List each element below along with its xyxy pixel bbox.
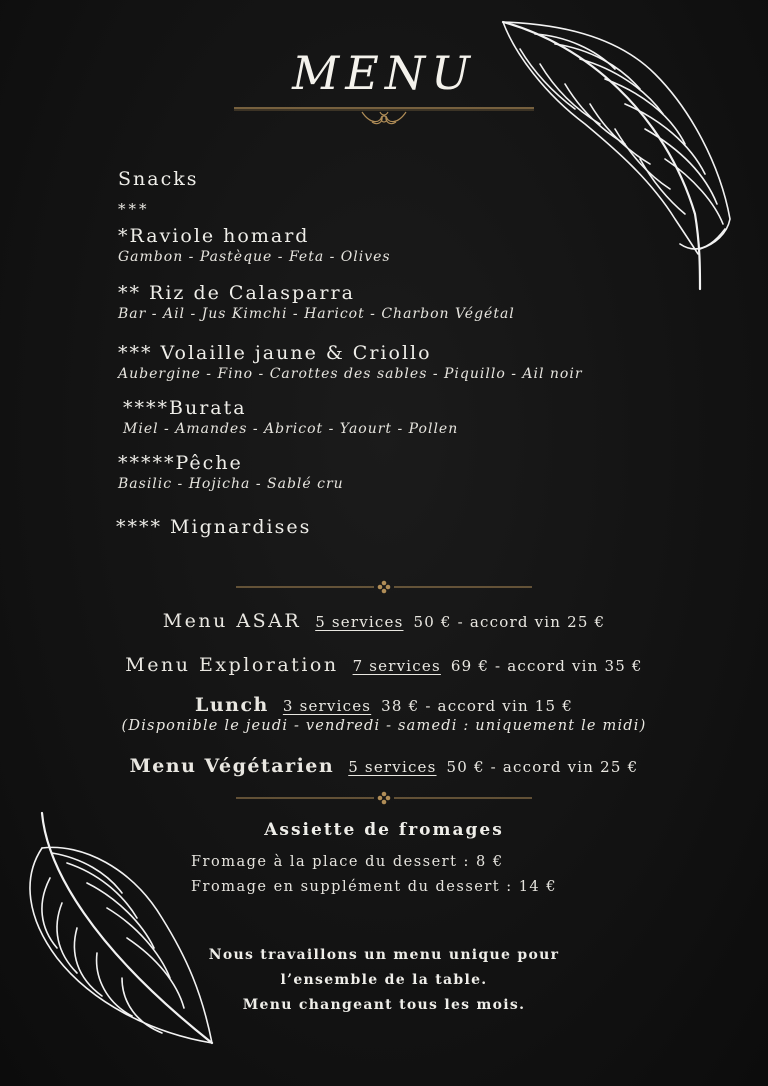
offer-price: 69 € - accord vin 35 € xyxy=(444,657,643,675)
offer-name: Menu ASAR xyxy=(162,610,302,632)
offer-line xyxy=(0,654,768,676)
footer-note xyxy=(0,943,768,1018)
course-name: *** Volaille jaune & Criollo xyxy=(118,342,432,364)
offer-name: Lunch xyxy=(195,694,269,716)
snacks-label: Snacks xyxy=(118,168,199,190)
offer-line xyxy=(0,755,768,777)
flourish-divider-icon xyxy=(236,580,532,594)
course-description: Miel - Amandes - Abricot - Yaourt - Pollen xyxy=(123,421,459,437)
offer-price: 38 € - accord vin 15 € xyxy=(375,697,573,715)
course-item xyxy=(118,342,583,382)
cheese-option: Fromage en supplément du dessert : 14 € xyxy=(191,879,557,895)
offer-services: 7 services xyxy=(352,657,441,675)
footer-note-line: Nous travaillons un menu unique pour xyxy=(208,947,560,963)
cheese-title: Assiette de fromages xyxy=(264,820,504,840)
course-description: Bar - Ail - Jus Kimchi - Haricot - Charbon Végétal xyxy=(118,306,515,322)
footer-note-line: Menu changeant tous les mois. xyxy=(242,997,526,1013)
offer-line xyxy=(0,694,768,716)
offer-services: 5 services xyxy=(348,758,437,776)
course-name: ****Burata xyxy=(123,397,247,419)
course-name: ** Riz de Calasparra xyxy=(118,282,355,304)
offer-price: 50 € - accord vin 25 € xyxy=(407,613,606,631)
course-item xyxy=(123,397,458,437)
snacks-section xyxy=(118,168,199,190)
menu-title: MENU xyxy=(292,46,476,100)
course-description: Aubergine - Fino - Carottes des sables - Piquillo - Ail noir xyxy=(118,366,583,382)
offer-services: 5 services xyxy=(315,613,404,631)
mignardises-label: **** Mignardises xyxy=(116,516,312,538)
lunch-note: (Disponible le jeudi - vendredi - samedi : uniquement le midi) xyxy=(121,718,647,734)
offer-line xyxy=(0,610,768,632)
mignardises-item xyxy=(116,516,311,538)
ornament-divider-icon xyxy=(232,98,536,130)
offer-name: Menu Exploration xyxy=(125,654,339,676)
feather-icon xyxy=(12,808,262,1058)
course-item xyxy=(118,452,344,492)
stars-separator: *** xyxy=(118,200,150,218)
footer-note-line: l’ensemble de la table. xyxy=(280,972,488,988)
course-description: Basilic - Hojicha - Sablé cru xyxy=(118,476,344,492)
cheese-option: Fromage à la place du dessert : 8 € xyxy=(191,854,504,870)
course-name: *****Pêche xyxy=(118,452,243,474)
course-name: *Raviole homard xyxy=(118,225,310,247)
offer-services: 3 services xyxy=(282,697,372,715)
flourish-divider-icon xyxy=(236,791,532,805)
course-item xyxy=(118,282,515,322)
offer-name: Menu Végétarien xyxy=(129,755,335,777)
offer-price: 50 € - accord vin 25 € xyxy=(440,758,639,776)
course-item xyxy=(118,225,391,265)
course-description: Gambon - Pastèque - Feta - Olives xyxy=(118,249,391,265)
